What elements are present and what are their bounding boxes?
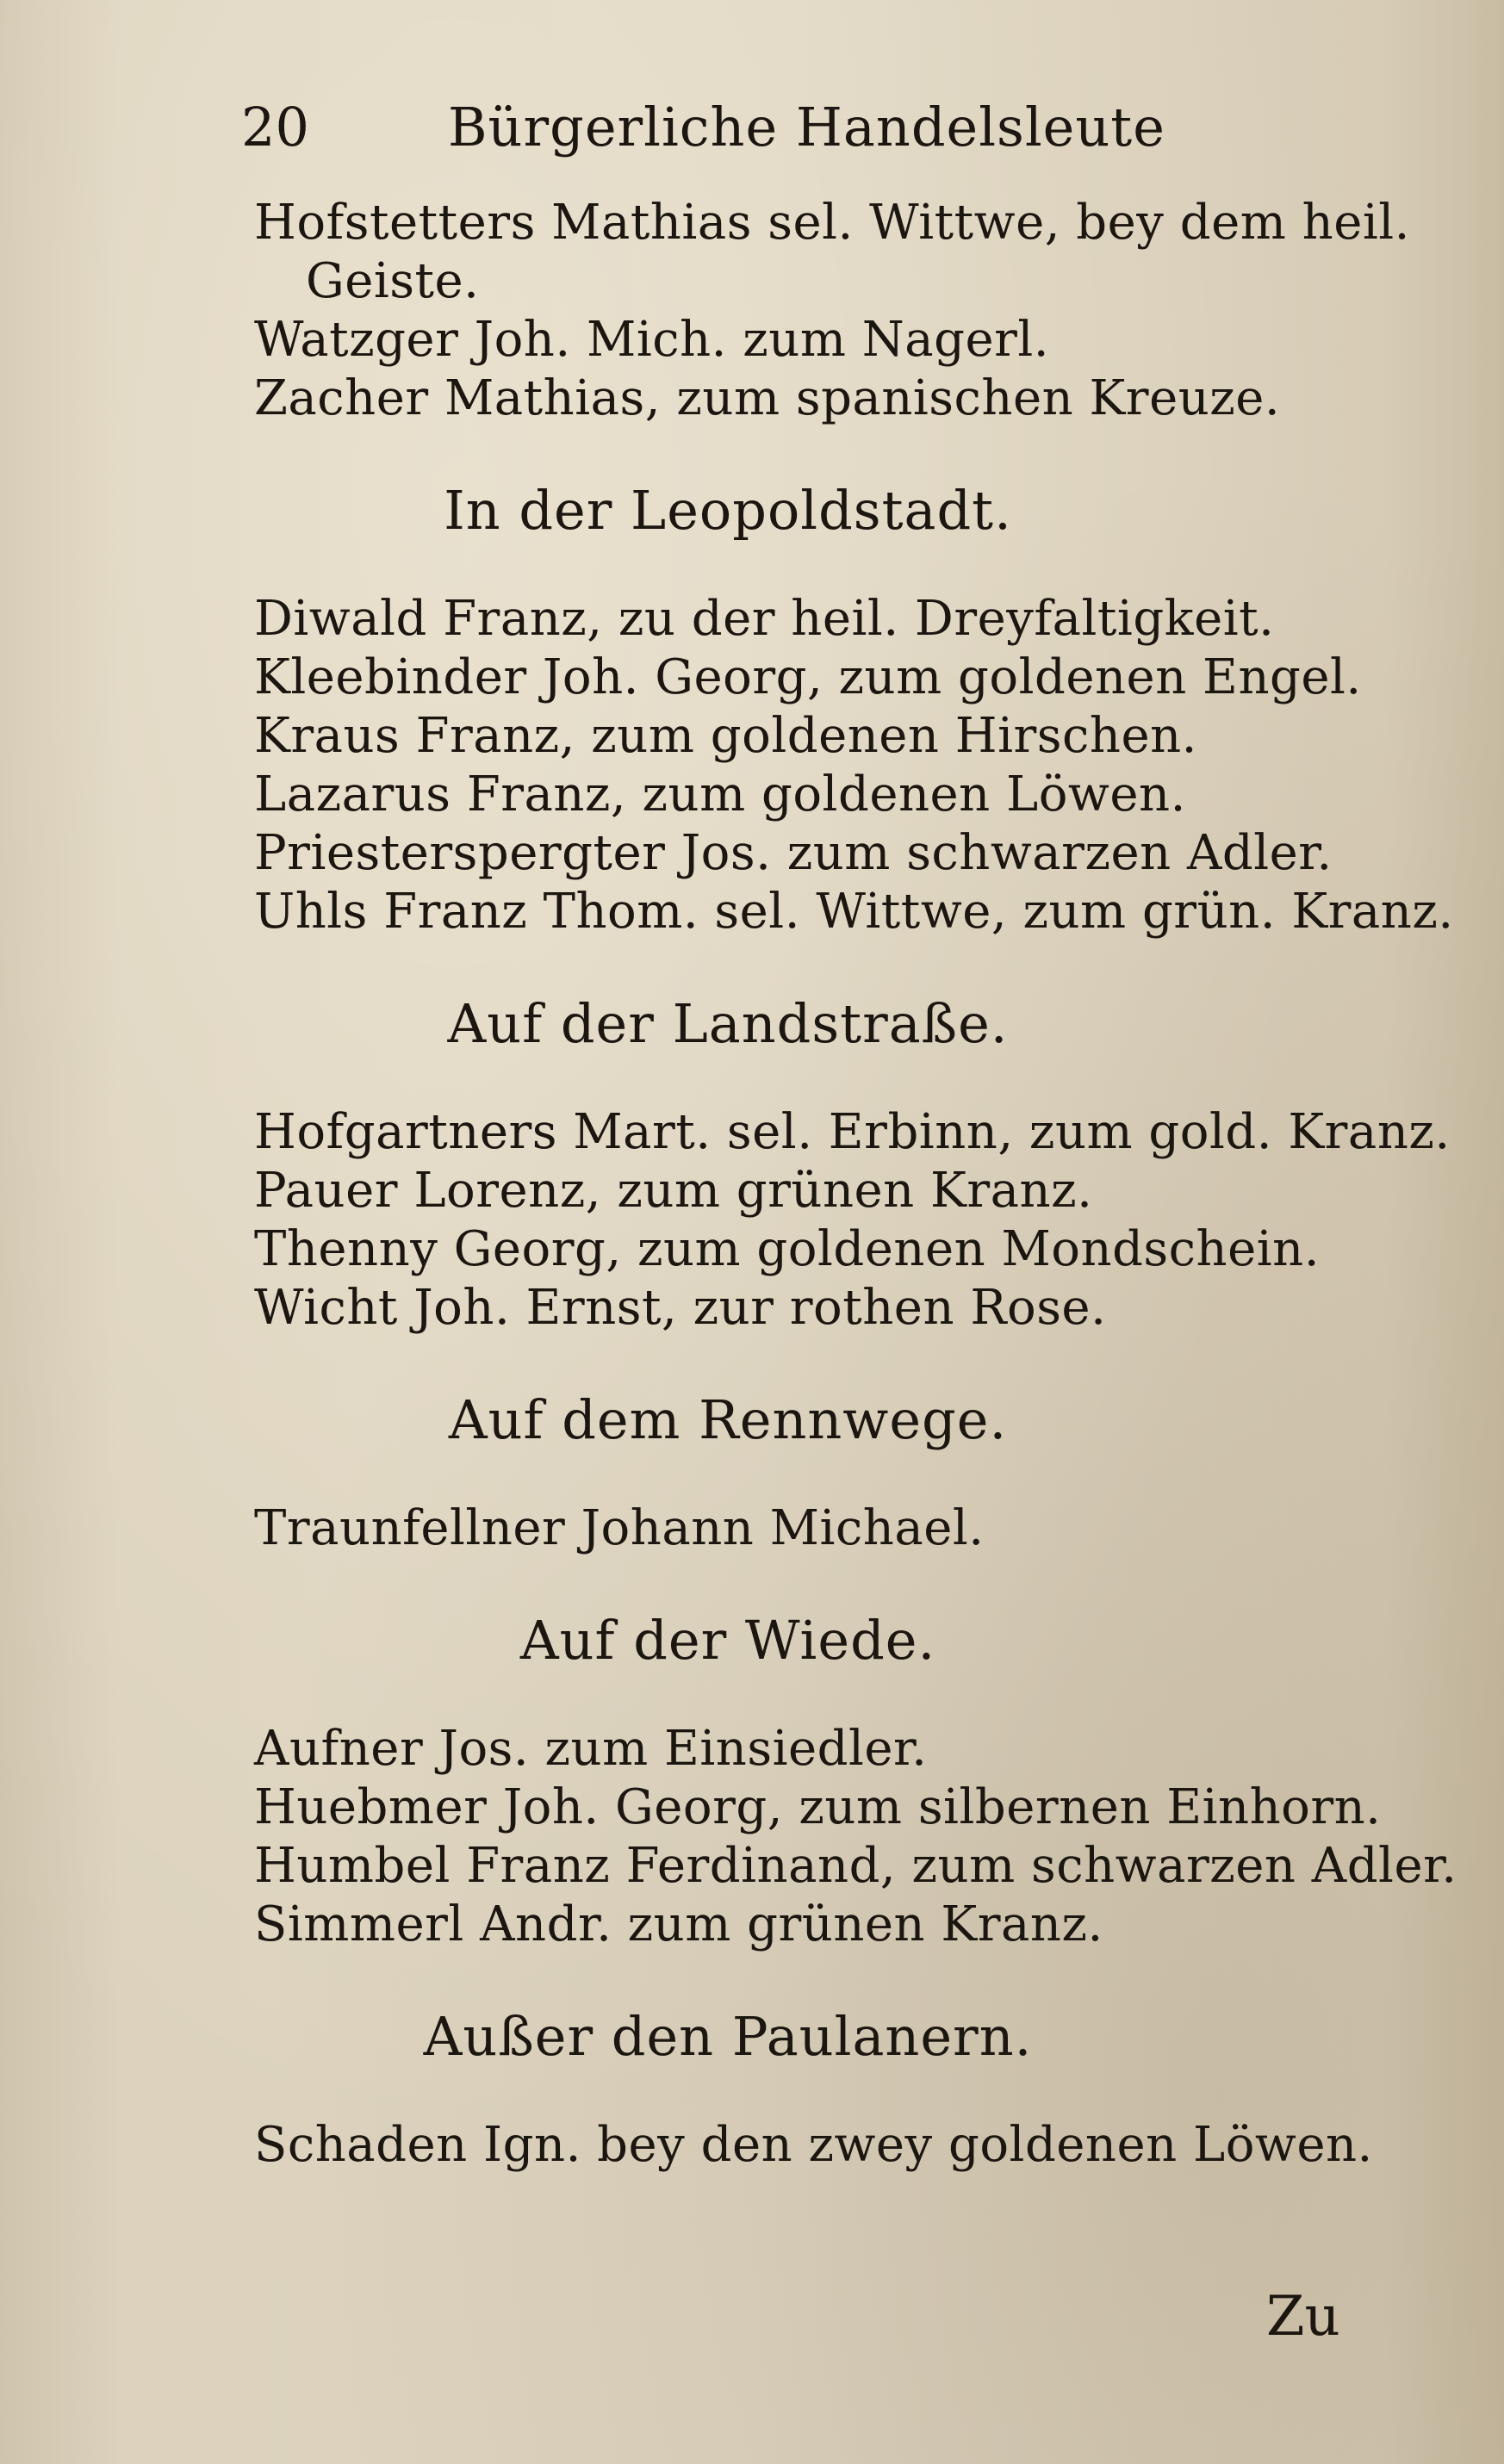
list-entry: Uhls Franz Thom. sel. Wittwe, zum grün. Kranz. [254, 884, 1454, 940]
list-entry: Huebmer Joh. Georg, zum silbernen Einhorn. [254, 1779, 1382, 1835]
page-body [254, 194, 1457, 2175]
page-header [241, 93, 1189, 162]
list-entry: Pauer Lorenz, zum grünen Kranz. [254, 1163, 1093, 1219]
page-number: 20 [241, 96, 309, 158]
list-entry: Traunfellner Johann Michael. [254, 1500, 985, 1556]
catchword: Zu [1266, 2285, 1340, 2349]
list-entry: Zacher Mathias, zum spanischen Kreuze. [254, 370, 1281, 426]
entry-continuation: Geiste. [306, 253, 480, 309]
list-entry: Humbel Franz Ferdinand, zum schwarzen Adler. [254, 1838, 1457, 1894]
list-entry: Kraus Franz, zum goldenen Hirschen. [254, 708, 1197, 764]
section-leopoldstadt [254, 476, 1454, 941]
list-entry: Lazarus Franz, zum goldenen Löwen. [254, 767, 1186, 822]
section-heading: Auf der Landstraße. [447, 992, 1009, 1055]
list-entry: Wicht Joh. Ernst, zur rothen Rose. [254, 1280, 1107, 1336]
intro-list [254, 194, 1443, 428]
list-entry: Hofgartners Mart. sel. Erbinn, zum gold. Kranz. [254, 1104, 1451, 1160]
list-entry: Aufner Jos. zum Einsiedler. [254, 1721, 928, 1777]
section-heading: Auf der Wiede. [519, 1609, 936, 1672]
entry-text: Hofstetters Mathias sel. Wittwe, bey dem heil. [254, 195, 1410, 251]
list-entry: Schaden Ign. bey den zwey goldenen Löwen. [254, 2117, 1373, 2173]
list-entry: Thenny Georg, zum goldenen Mondschein. [254, 1221, 1320, 1277]
list-entry [254, 194, 1443, 311]
section-paulanern [254, 2002, 1443, 2175]
list-entry: Watzger Joh. Mich. zum Nagerl. [254, 312, 1050, 368]
list-entry: Priesterspergter Jos. zum schwarzen Adler. [254, 825, 1333, 881]
section-rennweg [254, 1386, 1443, 1558]
section-heading: Auf dem Rennwege. [448, 1388, 1008, 1451]
list-entry: Diwald Franz, zu der heil. Dreyfaltigkeit. [254, 591, 1275, 647]
section-landstrasse [254, 990, 1451, 1338]
list-entry: Simmerl Andr. zum grünen Kranz. [254, 1896, 1103, 1952]
section-heading: In der Leopoldstadt. [444, 479, 1012, 542]
running-head: Bürgerliche Handelsleute [448, 96, 1165, 158]
section-heading: Außer den Paulanern. [423, 2005, 1033, 2068]
list-entry: Kleebinder Joh. Georg, zum goldenen Engel. [254, 649, 1362, 705]
section-wiede [254, 1606, 1457, 1954]
